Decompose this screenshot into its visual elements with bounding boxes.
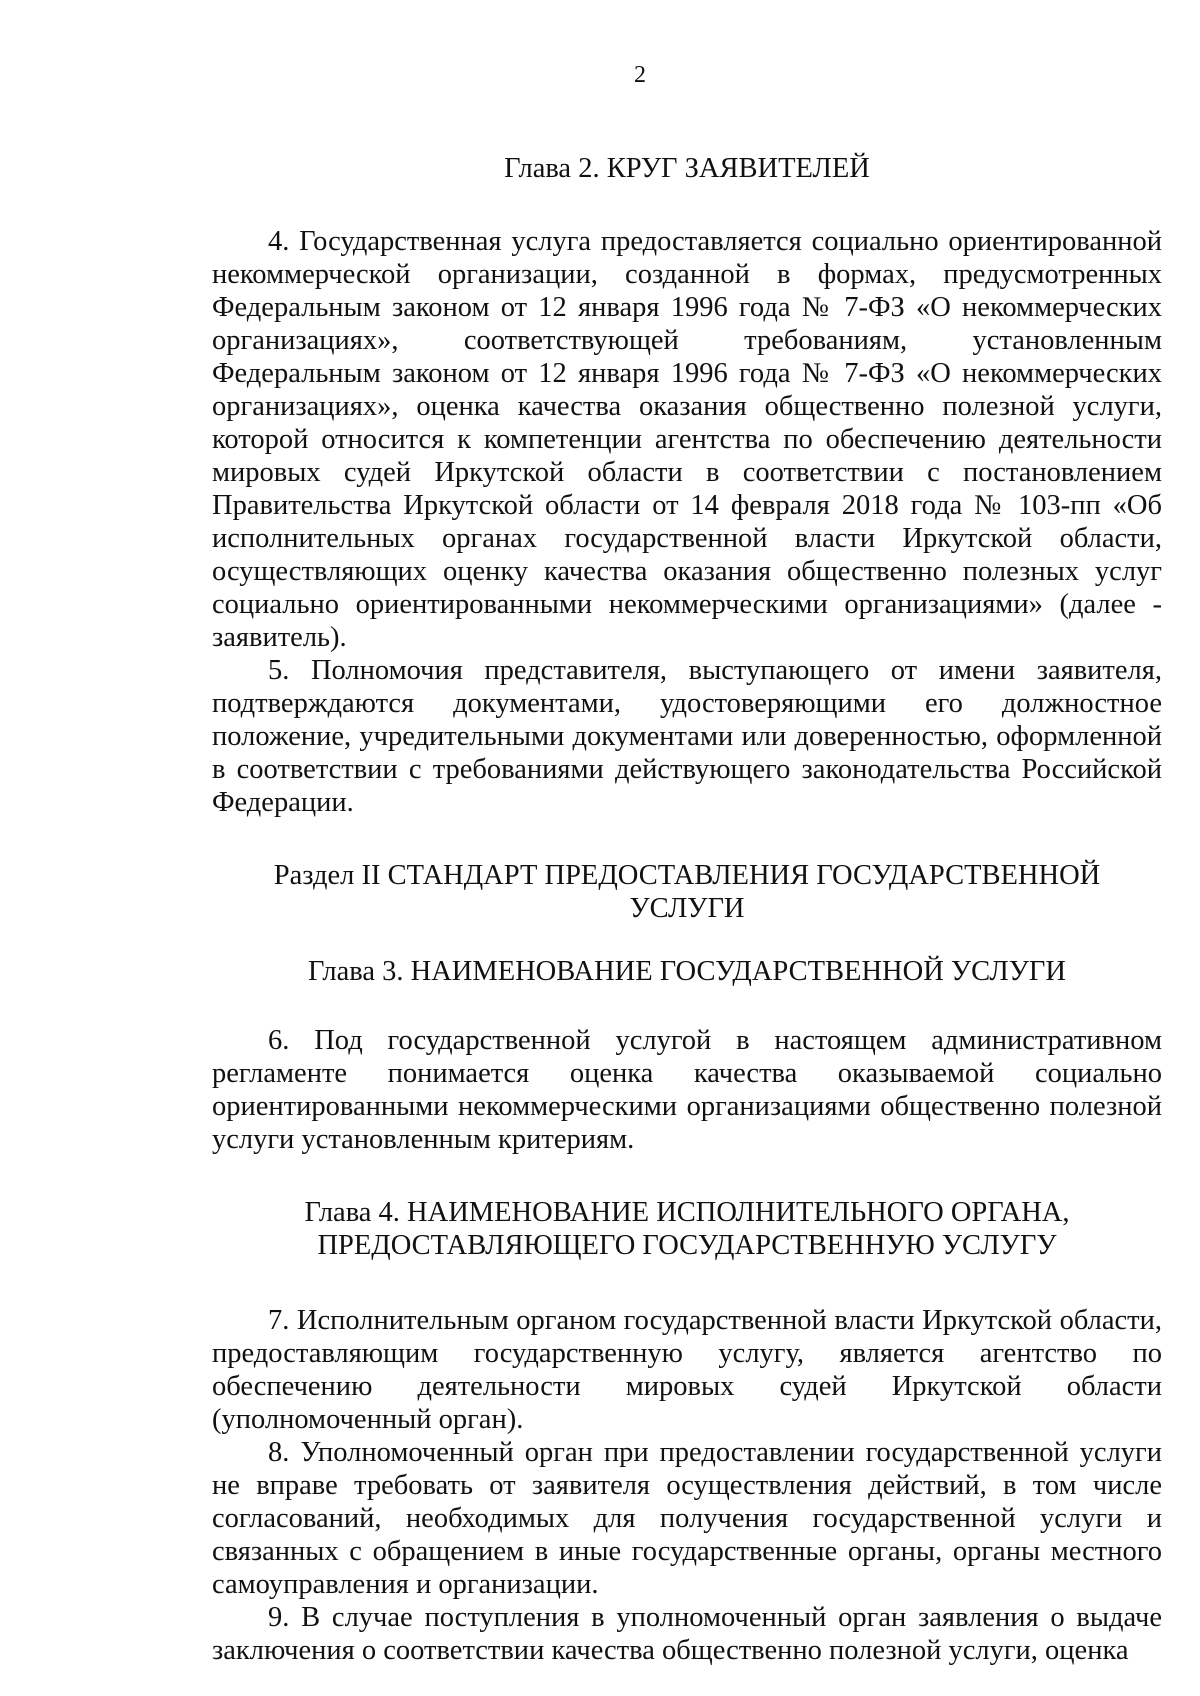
document-body (212, 152, 1162, 1667)
section-2-title (212, 859, 1162, 925)
page-number: 2 (634, 62, 646, 88)
chapter-4-title-line-2: ПРЕДОСТАВЛЯЮЩЕГО ГОСУДАРСТВЕННУЮ УСЛУГУ (317, 1230, 1057, 1261)
paragraph-6: 6. Под государственной услугой в настоящем административном регламенте понимается оценка качества оказываемой социально ориентированными некоммерческими организациями общественно полезной услуги установленным критериям. (212, 1025, 1162, 1155)
section-2-title-line-1: Раздел II СТАНДАРТ ПРЕДОСТАВЛЕНИЯ ГОСУДАРСТВЕННОЙ (273, 860, 1101, 891)
chapter-4-title (212, 1196, 1162, 1262)
chapter-2-title: Глава 2. КРУГ ЗАЯВИТЕЛЕЙ (504, 153, 870, 184)
chapter-3-title: Глава 3. НАИМЕНОВАНИЕ ГОСУДАРСТВЕННОЙ УСЛУГИ (308, 956, 1066, 987)
paragraph-8: 8. Уполномоченный орган при предоставлении государственной услуги не вправе требовать от заявителя осуществления действий, в том числе согласований, необходимых для получения государственной услуги и связанных с обращением в иные государственные органы, органы местного самоуправления и организации. (212, 1437, 1162, 1600)
paragraph-5: 5. Полномочия представителя, выступающего от имени заявителя, подтверждаются документами, удостоверяющими его должностное положение, учредительными документами или доверенностью, оформленной в соответствии с требованиями действующего законодательства Российской Федерации. (212, 655, 1162, 818)
paragraph-7: 7. Исполнительным органом государственной власти Иркутской области, предоставляющим государственную услугу, является агентство по обеспечению деятельности мировых судей Иркутской области (уполномоченный орган). (212, 1305, 1162, 1435)
chapter-4-title-line-1: Глава 4. НАИМЕНОВАНИЕ ИСПОЛНИТЕЛЬНОГО ОРГАНА, (304, 1197, 1070, 1228)
section-2-title-line-2: УСЛУГИ (629, 893, 745, 924)
paragraph-9: 9. В случае поступления в уполномоченный орган заявления о выдаче заключения о соответствии качества общественно полезной услуги, оценка (212, 1602, 1162, 1666)
paragraph-4: 4. Государственная услуга предоставляется социально ориентированной некоммерческой организации, созданной в формах, предусмотренных Федеральным законом от 12 января 1996 года № 7-ФЗ «О некоммерческих организациях», соответствующей требованиям, установленным Федеральным законом от 12 января 1996 года № 7-ФЗ «О некоммерческих организациях», оценка качества оказания общественно полезной услуги, которой относится к компетенции агентства по обеспечению деятельности мировых судей Иркутской области в соответствии с постановлением Правительства Иркутской области от 14 февраля 2018 года № 103-пп «Об исполнительных органах государственной власти Иркутской области, осуществляющих оценку качества оказания общественно полезных услуг социально ориентированными некоммерческими организациями» (далее - заявитель). (212, 226, 1162, 653)
